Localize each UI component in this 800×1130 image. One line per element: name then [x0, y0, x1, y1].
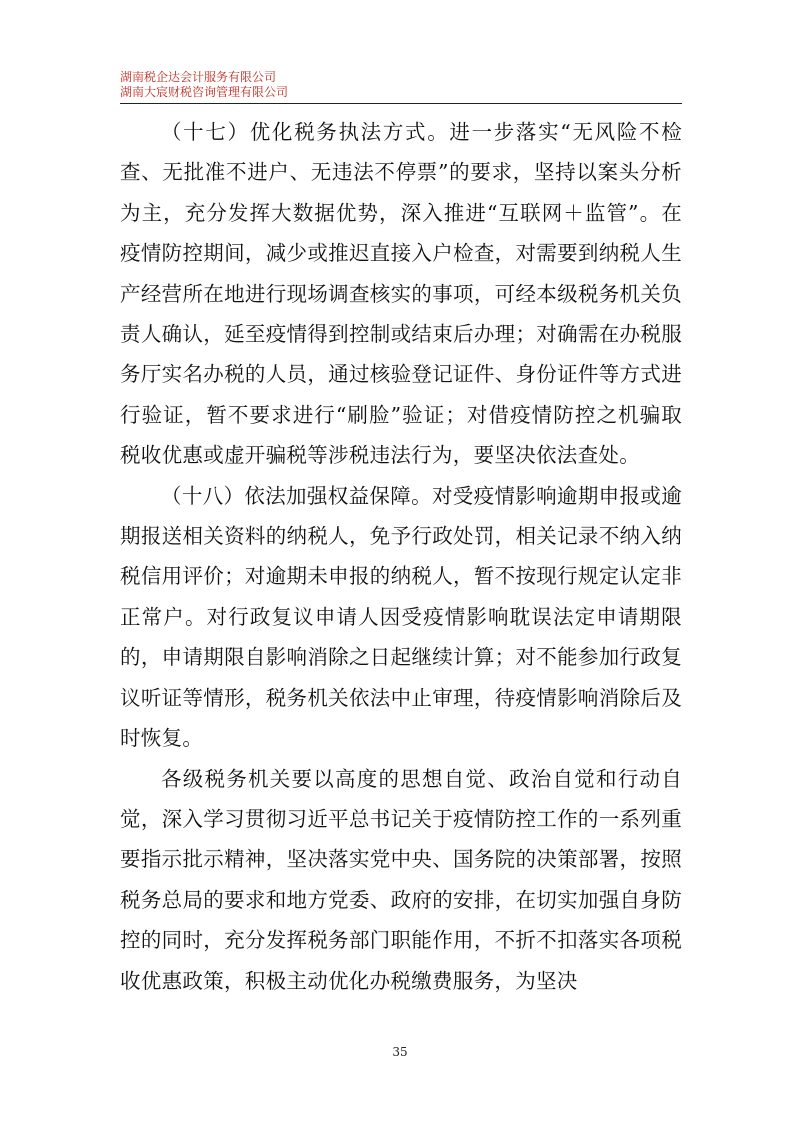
paragraph-section-18: （十八）依法加强权益保障。对受疫情影响逾期申报或逾期报送相关资料的纳税人，免予行政处罚，相关记录不纳入纳税信用评价；对逾期未申报的纳税人，暂不按现行规定认定非正常户。对行政复议申请人因受疫情影响耽误法定申请期限的，申请期限自影响消除之日起继续计算；对不能参加行政复议听证等情形，税务机关依法中止审理，待疫情影响消除后及时恢复。	[120, 483, 682, 751]
header-company-line-1: 湖南税企达会计服务有限公司	[120, 70, 277, 84]
header-company-line-2: 湖南大宸财税咨询管理有限公司	[120, 85, 289, 99]
page-number: 35	[392, 1045, 408, 1059]
paragraph-section-17: （十七）优化税务执法方式。进一步落实“无风险不检查、无批准不进户、无违法不停票”的要求，坚持以案头分析为主，充分发挥大数据优势，深入推进“互联网＋监管”。在疫情防控期间，减少或推迟直接入户检查，对需要到纳税人生产经营所在地进行现场调查核实的事项，可经本级税务机关负责人确认，延至疫情得到控制或结束后办理；对确需在办税服务厅实名办税的人员，通过核验登记证件、身份证件等方式进行验证，暂不要求进行“刷脸”验证；对借疫情防控之机骗取税收优惠或虚开骗税等涉税违法行为，要坚决依法查处。	[120, 120, 682, 468]
page-header	[120, 70, 680, 100]
paragraph-conclusion: 各级税务机关要以高度的思想自觉、政治自觉和行动自觉，深入学习贯彻习近平总书记关于疫情防控工作的一系列重要指示批示精神，坚决落实党中央、国务院的决策部署，按照税务总局的要求和地方党委、政府的安排，在切实加强自身防控的同时，充分发挥税务部门职能作用，不折不扣落实各项税收优惠政策，积极主动优化办税缴费服务，为坚决	[120, 766, 682, 993]
document-body	[120, 112, 682, 1001]
header-divider	[120, 103, 682, 104]
